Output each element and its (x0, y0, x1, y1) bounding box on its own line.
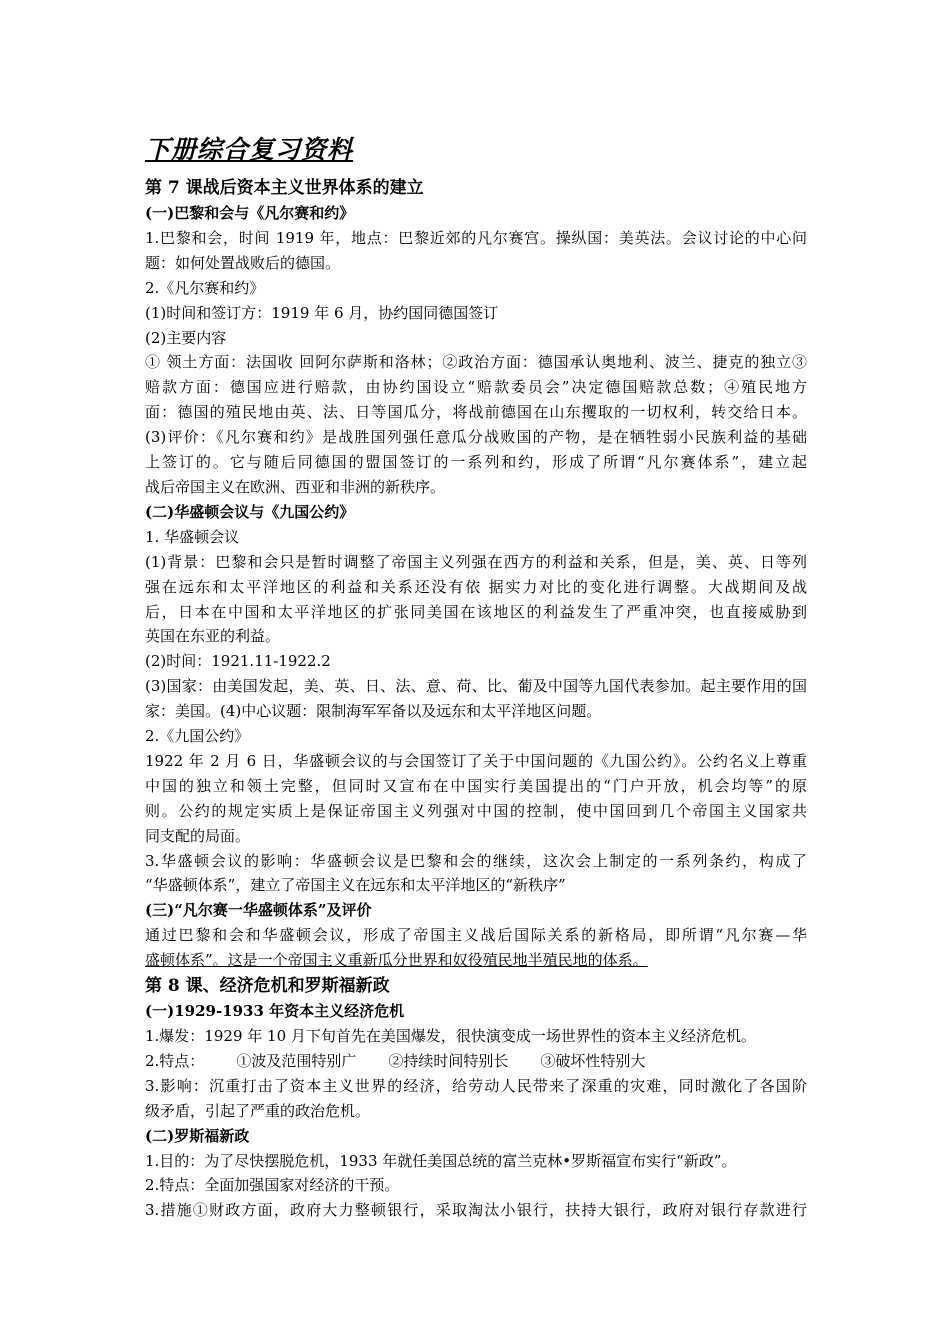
underlined-paragraph-line: 盛顿体系”。这是一个帝国主义重新瓜分世界和奴役殖民地半殖民地的体系。 (145, 951, 648, 970)
paragraph-line: 上签订的。它与随后同德国的盟国签订的一系列和约，形成了所谓“凡尔赛体系”，建立起 (145, 453, 807, 472)
paragraph-line (145, 923, 807, 948)
paragraph-line: “华盛顿体系”，建立了帝国主义在远东和太平洋地区的“新秩序” (145, 876, 566, 895)
paragraph-text: 华 (790, 926, 807, 945)
paragraph-line: (3)评价：《凡尔赛和约》是战胜国列强任意瓜分战败国的产物，是在牺牲弱小民族利益的基础 (145, 428, 807, 447)
paragraph-line: 后，日本在中国和太平洋地区的扩张同美国在该地区的利益发生了严重冲突，也直接威胁到 (145, 602, 807, 621)
paragraph-line: 1. 华盛顿会议 (145, 527, 240, 546)
paragraph-line: (1)时间和签订方：1919 年 6 月，协约国同德国签订 (145, 303, 499, 322)
paragraph-line: ① 领土方面：法国收 回阿尔萨斯和洛林；②政治方面：德国承认奥地利、波兰、捷克的独立③ (145, 353, 807, 372)
paragraph-line: 同支配的局面。 (145, 826, 251, 845)
paragraph-line: (2)时间：1921.11-1922.2 (145, 652, 331, 671)
paragraph-line: 英国在东亚的利益。 (145, 627, 281, 646)
paragraph-text: ③破坏性特别大 (540, 1051, 646, 1070)
paragraph-line: 强在远东和太平洋地区的利益和关系还没有依 据实力对比的变化进行调整。大战期间及战 (145, 577, 807, 596)
section-heading: (一)巴黎和会与《凡尔赛和约》 (145, 204, 355, 222)
section-heading: (二)罗斯福新政 (145, 1126, 250, 1145)
paragraph-line: 赔款方面：德国应进行赔款，由协约国设立“赔款委员会”决定德国赔款总数；④殖民地方 (145, 378, 807, 397)
lesson-8-heading: 第 8 课、经济危机和罗斯福新政 (145, 976, 390, 997)
paragraph-text: ②持续时间特别长 (388, 1051, 509, 1070)
paragraph-line: 级矛盾，引起了严重的政治危机。 (145, 1101, 371, 1120)
paragraph-line: 题：如何处置战败后的德国。 (145, 253, 341, 272)
paragraph-line: 1.目的：为了尽快摆脱危机，1933 年就任美国总统的富兰克林•罗斯福宣布实行“新政”。 (145, 1151, 737, 1170)
paragraph-line: 3.华盛顿会议的影响：华盛顿会议是巴黎和会的继续，这次会上制定的一系列条约，构成了 (145, 851, 807, 870)
paragraph-line: (2)主要内容 (145, 328, 227, 347)
paragraph-line: 3.措施①财政方面，政府大力整顿银行，采取淘汰小银行，扶持大银行，政府对银行存款进行 (145, 1201, 807, 1220)
lesson-7-heading: 第 7 课战后资本主义世界体系的建立 (145, 178, 424, 198)
paragraph-line: 家：美国。(4)中心议题：限制海军军备以及远东和太平洋地区问题。 (145, 702, 602, 721)
document-title: 下册综合复习资料 (145, 135, 354, 164)
paragraph-text: ①波及范围特别广 (236, 1051, 357, 1070)
paragraph-line: 3.影响：沉重打击了资本主义世界的经济，给劳动人民带来了深重的灾难，同时激化了各国阶 (145, 1076, 807, 1095)
paragraph-line: 1.巴黎和会，时间 1919 年，地点：巴黎近郊的凡尔赛宫。操纵国：美英法。会议讨论的中心问 (145, 228, 807, 247)
paragraph-text: 2.特点： (145, 1051, 205, 1070)
section-heading: (一)1929-1933 年资本主义经济危机 (145, 1002, 405, 1021)
paragraph-line: (3)国家：由美国发起，美、英、日、法、意、荷、比、葡及中国等九国代表参加。起主要作用的国 (145, 677, 807, 696)
section-heading: (二)华盛顿会议与《九国公约》 (145, 502, 355, 521)
paragraph-line (145, 1049, 807, 1074)
paragraph-line: 2.《凡尔赛和约》 (145, 278, 265, 297)
section-heading: (三)“凡尔赛一华盛顿体系”及评价 (145, 901, 372, 920)
paragraph-line: 面：德国的殖民地由英、法、日等国瓜分，将战前德国在山东攫取的一切权利，转交给日本。 (145, 403, 807, 422)
paragraph-line: 2.特点：全面加强国家对经济的干预。 (145, 1176, 400, 1195)
paragraph-text: 通过巴黎和会和华盛顿会议，形成了帝国主义战后国际关系的新格局，即所谓“凡尔赛— (145, 926, 791, 945)
paragraph-line: (1)背景：巴黎和会只是暂时调整了帝国主义列强在西方的利益和关系，但是，美、英、日等列 (145, 552, 807, 571)
paragraph-line: 2.《九国公约》 (145, 727, 250, 746)
paragraph-line: 则。公约的规定实质上是保证帝国主义列强对中国的控制，使中国回到几个帝国主义国家共 (145, 801, 807, 820)
document-body (145, 175, 807, 1223)
paragraph-line: 中国的独立和领土完整，但同时又宣布在中国实行美国提出的“门户开放，机会均等”的原 (145, 776, 807, 795)
paragraph-line: 1922 年 2 月 6 日，华盛顿会议的与会国签订了关于中国问题的《九国公约》。公约名义上尊重 (145, 751, 807, 770)
paragraph-line: 战后帝国主义在欧洲、西亚和非洲的新秩序。 (145, 477, 446, 496)
paragraph-line: 1.爆发：1929 年 10 月下旬首先在美国爆发，很快演变成一场世界性的资本主义经济危机。 (145, 1027, 756, 1045)
